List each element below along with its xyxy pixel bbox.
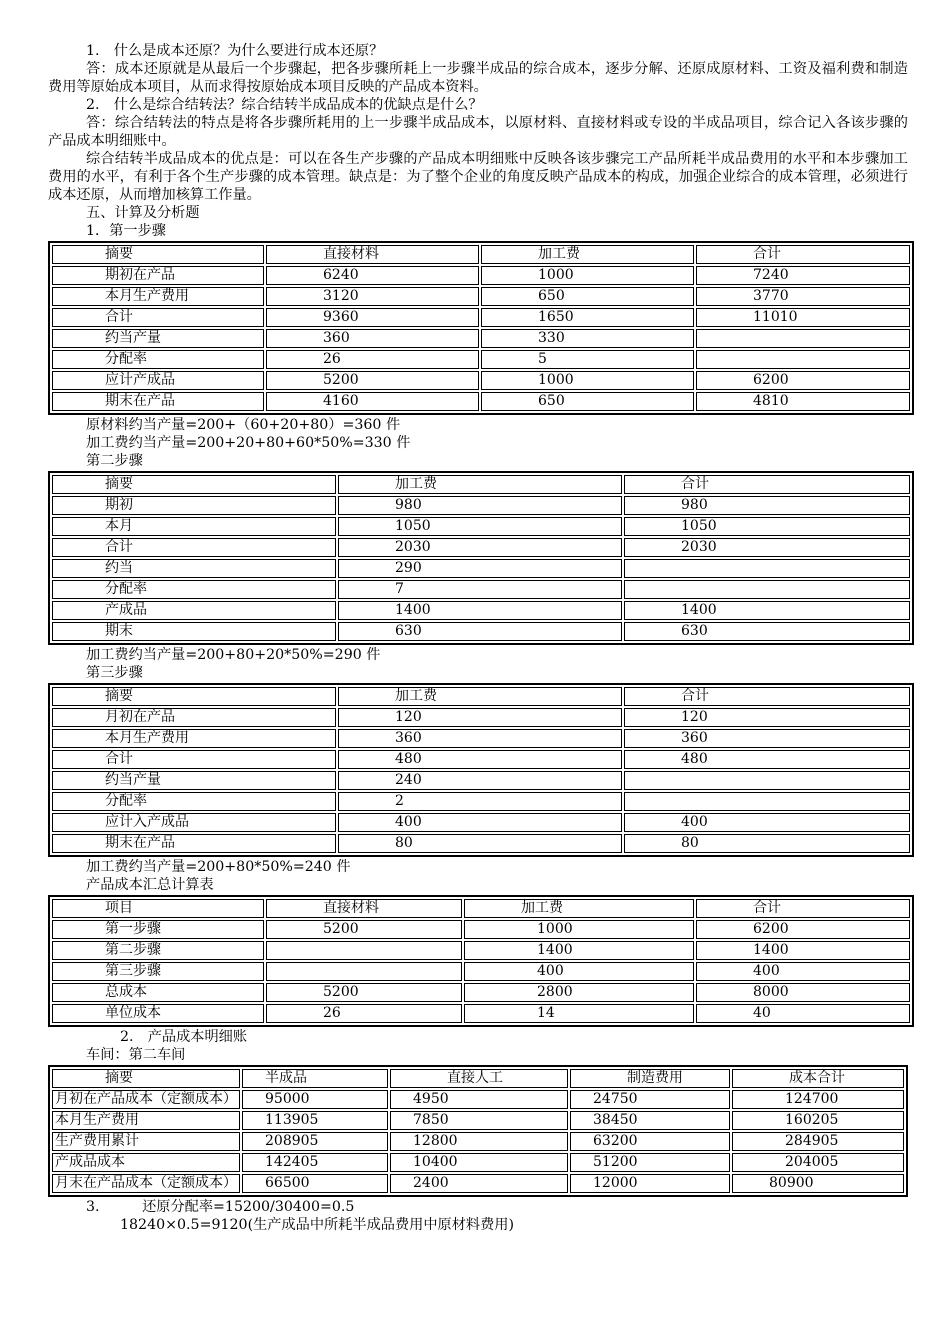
table-row (52, 750, 910, 769)
answer-1: 答：成本还原就是从最后一个步骤起，把各步骤所耗上一步骤半成品的综合成本，逐步分解、还原成原材料、工资及福利费和制造费用等原始成本项目，从而求得按原始成本项目反映的产品成本资料。 (48, 61, 908, 95)
table-cell (266, 941, 462, 960)
table-row (52, 834, 910, 853)
table-cell (624, 771, 910, 790)
section-heading: 五、计算及分析题 (86, 205, 200, 221)
table-cell: 期末在产品 (52, 834, 336, 853)
table-cell: 1400 (624, 601, 910, 620)
table-cell: 6200 (696, 920, 910, 939)
question-2: 2. 什么是综合结转法？综合结转半成品成本的优缺点是什么？ (86, 97, 483, 113)
note-processing-equivalent: 加工费约当产量=200+20+80+60*50%=330 件 (86, 435, 411, 451)
table-cell: 120 (338, 708, 622, 727)
table-cell: 124700 (732, 1090, 904, 1109)
table-cell: 分配率 (52, 792, 336, 811)
table-row (52, 496, 910, 515)
table-cell: 26 (266, 350, 479, 369)
table-row (52, 371, 910, 390)
table-cell: 4810 (696, 392, 910, 411)
table-cell: 1050 (338, 517, 622, 536)
table-cell: 7850 (390, 1111, 568, 1130)
answer-2-continued: 综合结转半成品成本的优点是：可以在各生产步骤的产品成本明细账中反映各该步骤完工产品所耗半成品费用的水平和本步骤加工费用的水平，有利于各个生产步骤的成本管理。缺点是：为了整个企业的角度反映产品成本的构成，加强企业综合的成本管理，必须进行成本还原，从而增加核算工作量。 (48, 151, 908, 203)
table-cell: 2 (338, 792, 622, 811)
table-cell: 480 (338, 750, 622, 769)
table-row (52, 287, 910, 306)
workshop-label: 车间：第二车间 (86, 1047, 186, 1063)
table-header: 合计 (624, 687, 910, 706)
table-row (52, 920, 910, 939)
table-cell: 单位成本 (52, 1004, 264, 1023)
table-cell: 约当 (52, 559, 336, 578)
table-cell: 5200 (266, 983, 462, 1002)
table-cell: 4950 (390, 1090, 568, 1109)
table-cell: 400 (696, 962, 910, 981)
step1-table (48, 241, 914, 415)
table-cell: 6200 (696, 371, 910, 390)
table-cell: 1050 (624, 517, 910, 536)
table-cell: 1400 (696, 941, 910, 960)
table-cell: 月初在产品成本（定额成本） (52, 1090, 240, 1109)
table-row (52, 538, 910, 557)
table-cell: 240 (338, 771, 622, 790)
table-cell: 142405 (242, 1153, 388, 1172)
table-cell: 120 (624, 708, 910, 727)
table-cell: 应计入产成品 (52, 813, 336, 832)
table-cell: 3770 (696, 287, 910, 306)
table-row (52, 962, 910, 981)
table-cell: 360 (266, 329, 479, 348)
cost-ledger-table (48, 1065, 908, 1197)
table-cell: 期初在产品 (52, 266, 264, 285)
table-cell: 12000 (570, 1174, 730, 1193)
table-header: 摘要 (52, 687, 336, 706)
table-cell: 66500 (242, 1174, 388, 1193)
table-header-row (52, 687, 910, 706)
table-cell: 400 (464, 962, 694, 981)
table-cell (696, 329, 910, 348)
question-2-title: 2. 产品成本明细账 (120, 1029, 248, 1045)
table-header: 制造费用 (570, 1069, 730, 1088)
table-header-row (52, 475, 910, 494)
table-cell: 980 (338, 496, 622, 515)
table-cell: 产成品成本 (52, 1153, 240, 1172)
table-cell: 7240 (696, 266, 910, 285)
table-cell: 360 (624, 729, 910, 748)
table-row (52, 517, 910, 536)
table-cell (624, 792, 910, 811)
table-row (52, 1004, 910, 1023)
table-row (52, 792, 910, 811)
table-cell: 第二步骤 (52, 941, 264, 960)
table-cell: 5200 (266, 920, 462, 939)
table-cell: 生产费用累计 (52, 1132, 240, 1151)
table-cell: 24750 (570, 1090, 730, 1109)
table-cell: 80 (624, 834, 910, 853)
table-cell: 本月生产费用 (52, 729, 336, 748)
table-row (52, 308, 910, 327)
table-row (52, 622, 910, 641)
table-header: 摘要 (52, 245, 264, 264)
table-cell: 204005 (732, 1153, 904, 1172)
table-row (52, 983, 910, 1002)
table-cell: 3120 (266, 287, 479, 306)
table-cell: 80 (338, 834, 622, 853)
table-row (52, 559, 910, 578)
table-cell: 400 (338, 813, 622, 832)
table-cell: 360 (338, 729, 622, 748)
table-header-row (52, 1069, 904, 1088)
table-cell: 113905 (242, 1111, 388, 1130)
table-row (52, 601, 910, 620)
table-cell: 约当产量 (52, 329, 264, 348)
table-cell: 4160 (266, 392, 479, 411)
question-1: 1. 什么是成本还原？为什么要进行成本还原？ (86, 43, 384, 59)
table-cell (266, 962, 462, 981)
table-row (52, 1090, 904, 1109)
table-cell: 月末在产品成本（定额成本） (52, 1174, 240, 1193)
table-cell: 40 (696, 1004, 910, 1023)
restore-calc-line: 18240×0.5=9120(生产成品中所耗半成品费用中原材料费用) (120, 1217, 515, 1233)
table-cell: 1400 (464, 941, 694, 960)
note-material-equivalent: 原材料约当产量=200+（60+20+80）=360 件 (86, 417, 401, 433)
table-cell: 第三步骤 (52, 962, 264, 981)
table-header-row (52, 899, 910, 918)
table-cell: 1000 (464, 920, 694, 939)
table-cell: 合计 (52, 538, 336, 557)
table-cell: 5200 (266, 371, 479, 390)
table-cell: 11010 (696, 308, 910, 327)
table-row (52, 813, 910, 832)
table-cell: 650 (481, 287, 694, 306)
table-cell: 400 (624, 813, 910, 832)
table-cell: 本月生产费用 (52, 1111, 240, 1130)
table-cell: 产成品 (52, 601, 336, 620)
table-cell: 10400 (390, 1153, 568, 1172)
table-cell: 期末 (52, 622, 336, 641)
table-cell (624, 580, 910, 599)
table-row (52, 329, 910, 348)
table-row (52, 266, 910, 285)
note-step3-equivalent: 加工费约当产量=200+80*50%=240 件 (86, 859, 351, 875)
table-header: 半成品 (242, 1069, 388, 1088)
table-cell: 330 (481, 329, 694, 348)
table-row (52, 350, 910, 369)
table-cell: 合计 (52, 308, 264, 327)
table-header: 合计 (624, 475, 910, 494)
table-cell: 期末在产品 (52, 392, 264, 411)
table-cell: 51200 (570, 1153, 730, 1172)
table-cell: 480 (624, 750, 910, 769)
table-cell: 160205 (732, 1111, 904, 1130)
table-cell: 9360 (266, 308, 479, 327)
table-cell: 1650 (481, 308, 694, 327)
document-page (48, 42, 908, 1234)
table-cell (624, 559, 910, 578)
table-row (52, 941, 910, 960)
table-cell: 约当产量 (52, 771, 336, 790)
table-row (52, 392, 910, 411)
table-cell: 980 (624, 496, 910, 515)
restore-rate-line: 3. 还原分配率=15200/30400=0.5 (86, 1199, 355, 1215)
table-cell: 208905 (242, 1132, 388, 1151)
table-cell: 第一步骤 (52, 920, 264, 939)
table-cell: 63200 (570, 1132, 730, 1151)
table-header: 合计 (696, 899, 910, 918)
table-cell: 本月 (52, 517, 336, 536)
table-cell: 14 (464, 1004, 694, 1023)
table-row (52, 1132, 904, 1151)
step3-table (48, 683, 914, 857)
table-cell: 月初在产品 (52, 708, 336, 727)
table-cell: 应计产成品 (52, 371, 264, 390)
table-cell: 650 (481, 392, 694, 411)
table-cell: 630 (338, 622, 622, 641)
answer-2: 答：综合结转法的特点是将各步骤所耗用的上一步骤半成品成本，以原材料、直接材料或专设的半成品项目，综合记入各该步骤的产品成本明细账中。 (48, 115, 908, 149)
table-cell: 26 (266, 1004, 462, 1023)
table-cell: 总成本 (52, 983, 264, 1002)
table-cell: 5 (481, 350, 694, 369)
table-cell: 1400 (338, 601, 622, 620)
table-row (52, 1174, 904, 1193)
table-cell: 95000 (242, 1090, 388, 1109)
table-header: 直接材料 (266, 899, 462, 918)
table-cell: 1000 (481, 266, 694, 285)
table-cell: 2030 (624, 538, 910, 557)
table-row (52, 708, 910, 727)
table-cell: 2400 (390, 1174, 568, 1193)
table-cell: 38450 (570, 1111, 730, 1130)
summary-table (48, 895, 914, 1027)
table-cell: 2800 (464, 983, 694, 1002)
table-cell: 本月生产费用 (52, 287, 264, 306)
table-cell (696, 350, 910, 369)
table-header: 加工费 (481, 245, 694, 264)
step1-title: 1．第一步骤 (86, 223, 166, 239)
table-cell: 2030 (338, 538, 622, 557)
table-cell: 12800 (390, 1132, 568, 1151)
table-header-row (52, 245, 910, 264)
table-cell: 分配率 (52, 350, 264, 369)
note-step2-equivalent: 加工费约当产量=200+80+20*50%=290 件 (86, 647, 381, 663)
table-cell: 80900 (732, 1174, 904, 1193)
table-header: 加工费 (338, 475, 622, 494)
table-row (52, 580, 910, 599)
step3-title: 第三步骤 (86, 665, 143, 681)
table-header: 合计 (696, 245, 910, 264)
table-row (52, 1153, 904, 1172)
table-row (52, 729, 910, 748)
table-row (52, 771, 910, 790)
table-cell: 284905 (732, 1132, 904, 1151)
table-header: 直接材料 (266, 245, 479, 264)
table-row (52, 1111, 904, 1130)
summary-title: 产品成本汇总计算表 (86, 877, 214, 893)
table-cell: 分配率 (52, 580, 336, 599)
table-header: 摘要 (52, 1069, 240, 1088)
table-cell: 期初 (52, 496, 336, 515)
table-cell: 8000 (696, 983, 910, 1002)
table-cell: 290 (338, 559, 622, 578)
table-cell: 630 (624, 622, 910, 641)
table-header: 项目 (52, 899, 264, 918)
table-header: 直接人工 (390, 1069, 568, 1088)
table-cell: 1000 (481, 371, 694, 390)
table-header: 加工费 (464, 899, 694, 918)
step2-table (48, 471, 914, 645)
table-header: 成本合计 (732, 1069, 904, 1088)
table-cell: 7 (338, 580, 622, 599)
step2-title: 第二步骤 (86, 453, 143, 469)
table-cell: 合计 (52, 750, 336, 769)
table-header: 加工费 (338, 687, 622, 706)
table-header: 摘要 (52, 475, 336, 494)
table-cell: 6240 (266, 266, 479, 285)
